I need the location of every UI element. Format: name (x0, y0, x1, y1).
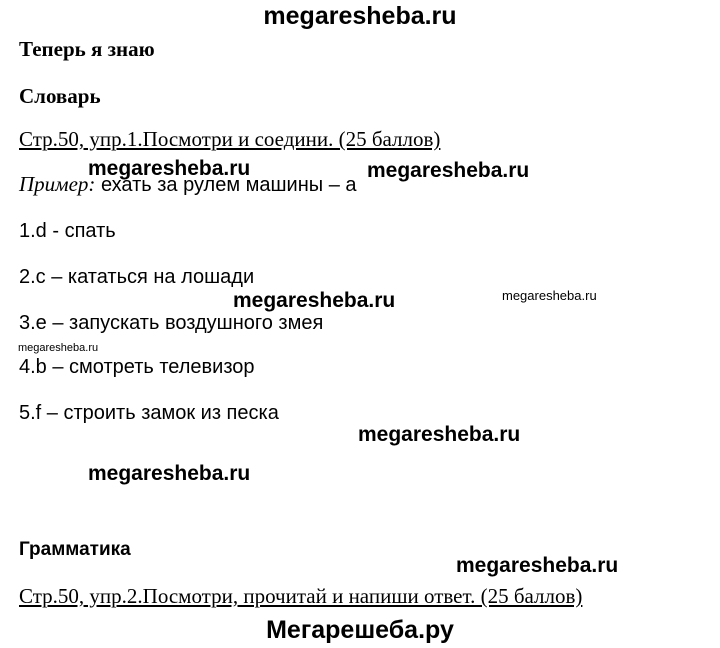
answer-item: 3.e – запускать воздушного змея (19, 312, 324, 334)
answer-item: 4.b – смотреть телевизор (19, 356, 255, 378)
watermark: megaresheba.ru (18, 342, 99, 354)
section-heading-grammar: Грамматика (19, 539, 131, 560)
watermark: megaresheba.ru (233, 289, 396, 312)
answer-item: 1.d - спать (19, 220, 116, 242)
watermark: megaresheba.ru (502, 288, 597, 303)
site-header: megaresheba.ru (263, 2, 457, 30)
section-heading-now-i-know: Теперь я знаю (19, 37, 155, 61)
watermark: megaresheba.ru (88, 157, 251, 180)
example-label: Пример: (19, 172, 96, 196)
exercise-2-title: Стр.50, упр.2.Посмотри, прочитай и напиши ответ. (25 баллов) (19, 584, 583, 608)
example-text: ехать за рулем машины – a (95, 174, 357, 196)
exercise-1-title: Стр.50, упр.1.Посмотри и соедини. (25 баллов) (19, 127, 441, 151)
answer-item: 5.f – строить замок из песка (19, 402, 279, 424)
watermark: megaresheba.ru (367, 159, 530, 182)
site-footer: Мегарешеба.ру (266, 616, 454, 644)
answer-item: 2.c – кататься на лошади (19, 266, 255, 288)
watermark: megaresheba.ru (456, 554, 619, 577)
section-heading-vocabulary: Словарь (19, 84, 101, 108)
watermark: megaresheba.ru (358, 423, 521, 446)
watermark: megaresheba.ru (88, 462, 251, 485)
